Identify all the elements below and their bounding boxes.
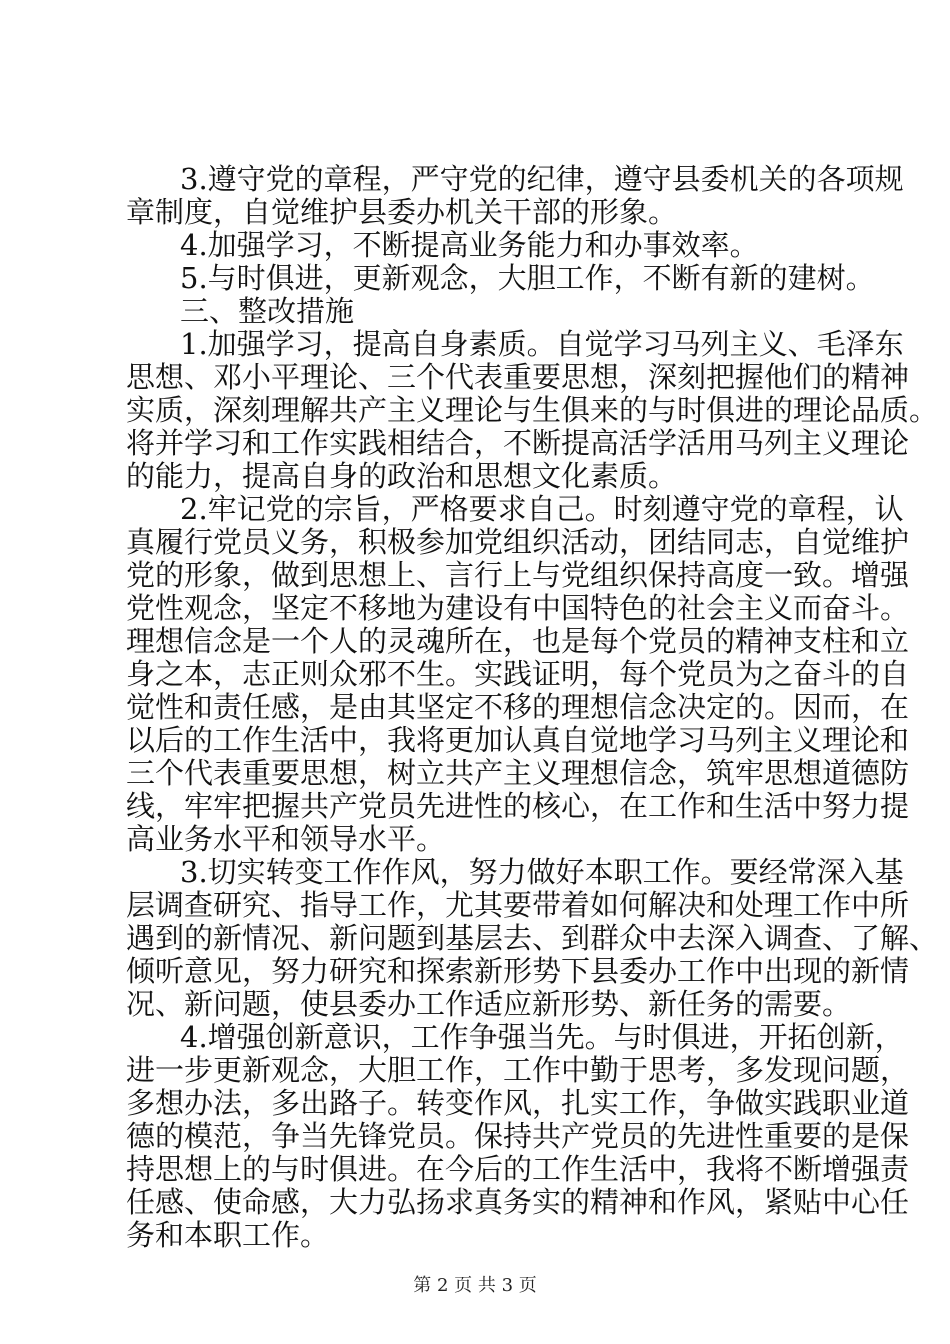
text-line: 4.加强学习，不断提高业务能力和办事效率。 — [180, 228, 759, 262]
text-line: 务和本职工作。 — [126, 1218, 330, 1252]
text-line: 遇到的新情况、新问题到基层去、到群众中去深入调查、了解、 — [126, 921, 939, 955]
text-line: 线，牢牢把握共产党员先进性的核心，在工作和生活中努力提 — [126, 789, 910, 823]
text-line: 层调查研究、指导工作，尤其要带着如何解决和处理工作中所 — [126, 888, 910, 922]
text-line: 进一步更新观念，大胆工作，工作中勤于思考，多发现问题， — [126, 1053, 910, 1087]
text-line: 党性观念，坚定不移地为建设有中国特色的社会主义而奋斗。 — [126, 591, 910, 625]
text-line: 德的模范，争当先锋党员。保持共产党员的先进性重要的是保 — [126, 1119, 910, 1153]
text-line: 3.切实转变工作作风，努力做好本职工作。要经常深入基 — [180, 855, 904, 889]
text-line: 2.牢记党的宗旨，严格要求自己。时刻遵守党的章程，认 — [180, 492, 904, 526]
text-line: 3.遵守党的章程，严守党的纪律，遵守县委机关的各项规 — [180, 162, 904, 196]
text-line: 任感、使命感，大力弘扬求真务实的精神和作风，紧贴中心任 — [126, 1185, 910, 1219]
text-line: 持思想上的与时俱进。在今后的工作生活中，我将不断增强责 — [126, 1152, 910, 1186]
text-line: 5.与时俱进，更新观念，大胆工作，不断有新的建树。 — [180, 261, 875, 295]
text-line: 况、新问题，使县委办工作适应新形势、新任务的需要。 — [126, 987, 852, 1021]
text-line: 将并学习和工作实践相结合，不断提高活学活用马列主义理论 — [126, 426, 910, 460]
text-line: 身之本，志正则众邪不生。实践证明，每个党员为之奋斗的自 — [126, 657, 910, 691]
page-footer: 第 2 页 共 3 页 — [413, 1275, 537, 1296]
text-line: 党的形象，做到思想上、言行上与党组织保持高度一致。增强 — [126, 558, 910, 592]
text-line: 以后的工作生活中，我将更加认真自觉地学习马列主义理论和 — [126, 723, 910, 757]
text-line: 多想办法，多出路子。转变作风，扎实工作，争做实践职业道 — [126, 1086, 910, 1120]
text-line: 觉性和责任感，是由其坚定不移的理想信念决定的。因而，在 — [126, 690, 910, 724]
text-line: 真履行党员义务，积极参加党组织活动，团结同志，自觉维护 — [126, 525, 910, 559]
text-line: 高业务水平和领导水平。 — [126, 822, 446, 856]
text-line: 1.加强学习，提高自身素质。自觉学习马列主义、毛泽东 — [180, 327, 904, 361]
document-body — [126, 162, 939, 1252]
text-line: 理想信念是一个人的灵魂所在，也是每个党员的精神支柱和立 — [126, 624, 910, 658]
text-line: 三个代表重要思想，树立共产主义理想信念，筑牢思想道德防 — [126, 756, 910, 790]
text-line: 三、整改措施 — [180, 294, 355, 328]
text-line: 倾听意见，努力研究和探索新形势下县委办工作中出现的新情 — [126, 954, 910, 988]
text-line: 章制度，自觉维护县委办机关干部的形象。 — [126, 195, 678, 229]
text-line: 思想、邓小平理论、三个代表重要思想，深刻把握他们的精神 — [126, 360, 910, 394]
text-line: 的能力，提高自身的政治和思想文化素质。 — [126, 459, 678, 493]
text-line: 4.增强创新意识，工作争强当先。与时俱进，开拓创新， — [180, 1020, 904, 1054]
text-line: 实质，深刻理解共产主义理论与生俱来的与时俱进的理论品质。 — [126, 393, 939, 427]
